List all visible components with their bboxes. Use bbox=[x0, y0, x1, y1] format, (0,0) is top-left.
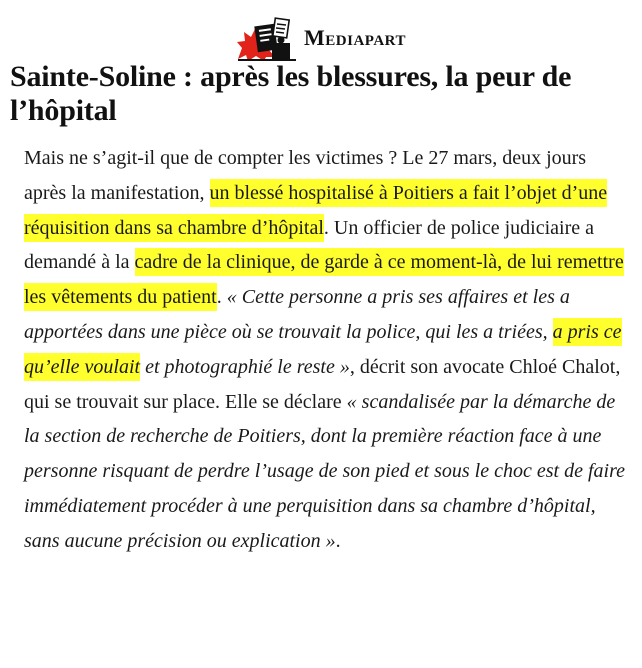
highlighted-passage: cadre de la clinique, de garde à ce moment-là, de lui remettre les vêtements du patient bbox=[24, 248, 624, 311]
quote-segment: « Cette personne a pris ses affaires et les a apportées dans une pièce où se trouvait la police, qui les a triées, bbox=[24, 286, 570, 343]
text-segment: , décrit son avocate Chloé Chalot, qui se trouvait sur place. Elle se déclare bbox=[24, 355, 621, 413]
article-title: Sainte-Soline : après les blessures, la peur de l’hôpital bbox=[10, 60, 572, 127]
article-paragraph bbox=[24, 141, 626, 559]
highlighted-quote: a pris ce qu’elle voulait bbox=[24, 318, 622, 381]
mediapart-logo-icon[interactable] bbox=[236, 15, 298, 61]
text-segment: . bbox=[216, 286, 227, 309]
text-segment: . Un officier de police judiciaire a demandé à la bbox=[24, 216, 594, 274]
highlighted-passage: un blessé hospitalisé à Poitiers a fait l’objet d’une réquisition dans sa chambre d’hôpital bbox=[24, 179, 607, 242]
quote-segment: « scandalisée par la démarche de la section de recherche de Poitiers, dont la première réaction face à une personne risquant de perdre l’usage de son pied et sous le choc est de faire immédiatement procéder à une perquisition dans sa chambre d’hôpital, sans aucune précision ou explication » bbox=[24, 390, 625, 552]
brand-name[interactable]: Mediapart bbox=[304, 25, 406, 50]
text-segment: . bbox=[335, 529, 341, 552]
site-header bbox=[0, 14, 642, 62]
quote-segment: et photographié le reste » bbox=[140, 355, 350, 378]
text-segment: Mais ne s’agit-il que de compter les victimes ? Le 27 mars, deux jours après la manifestation, bbox=[24, 147, 587, 204]
